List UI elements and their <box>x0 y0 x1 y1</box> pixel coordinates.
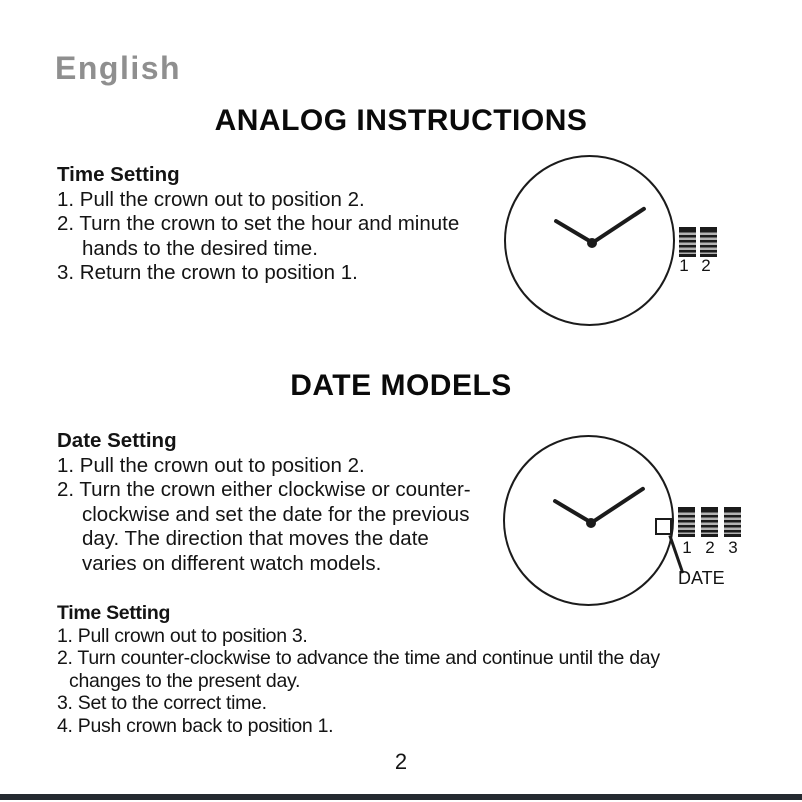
instruction-line: 2. Turn the crown either clockwise or counter- <box>57 478 471 501</box>
instruction-line: varies on different watch models. <box>82 551 382 575</box>
instruction-line: changes to the present day. <box>69 669 301 692</box>
crown-label-2: 2 <box>701 256 711 275</box>
crown-label-1: 1 <box>682 538 692 557</box>
crown-position-2-icon <box>700 227 717 257</box>
center-dot <box>586 518 596 528</box>
crown-position-3-icon <box>724 507 741 537</box>
instruction-line: 2. Turn counter-clockwise to advance the time and continue until the day <box>57 647 660 669</box>
section-heading: Time Setting <box>57 163 180 186</box>
instruction-line: 4. Push crown back to position 1. <box>57 714 334 737</box>
section-heading: Date Setting <box>57 429 177 452</box>
date-window-label: DATE <box>678 568 725 588</box>
crown-position-1-icon <box>679 227 696 257</box>
crown-label-2: 2 <box>705 538 715 557</box>
instruction-line: 1. Pull the crown out to position 2. <box>57 453 365 477</box>
crown-position-2-icon <box>701 507 718 537</box>
instruction-line: 3. Return the crown to position 1. <box>57 261 358 284</box>
date-models-title: DATE MODELS <box>290 369 512 402</box>
instruction-line: 1. Pull the crown out to position 2. <box>57 187 365 211</box>
instruction-line: clockwise and set the date for the previous <box>82 502 470 526</box>
watch-diagram-analog <box>504 155 744 345</box>
page-number: 2 <box>394 749 408 774</box>
crown-position-1-icon <box>678 507 695 537</box>
instruction-line: hands to the desired time. <box>82 236 318 260</box>
instruction-line: 2. Turn the crown to set the hour and minute <box>57 212 460 235</box>
instruction-line: 1. Pull crown out to position 3. <box>57 624 308 647</box>
instruction-line: 3. Set to the correct time. <box>57 692 267 714</box>
analog-instructions-title: ANALOG INSTRUCTIONS <box>214 104 588 137</box>
bottom-bar <box>0 794 802 800</box>
analog-time-setting-section <box>57 163 502 286</box>
center-dot <box>587 238 597 248</box>
date-setting-section <box>57 429 512 576</box>
language-header: English <box>55 50 182 86</box>
crown-label-3: 3 <box>728 538 738 557</box>
section-heading: Time Setting <box>57 602 171 624</box>
watch-diagram-date-model <box>503 435 763 605</box>
date-model-time-setting-section <box>57 602 769 737</box>
date-window-icon <box>655 518 672 535</box>
instruction-line: day. The direction that moves the date <box>82 527 429 550</box>
crown-label-1: 1 <box>679 256 689 275</box>
